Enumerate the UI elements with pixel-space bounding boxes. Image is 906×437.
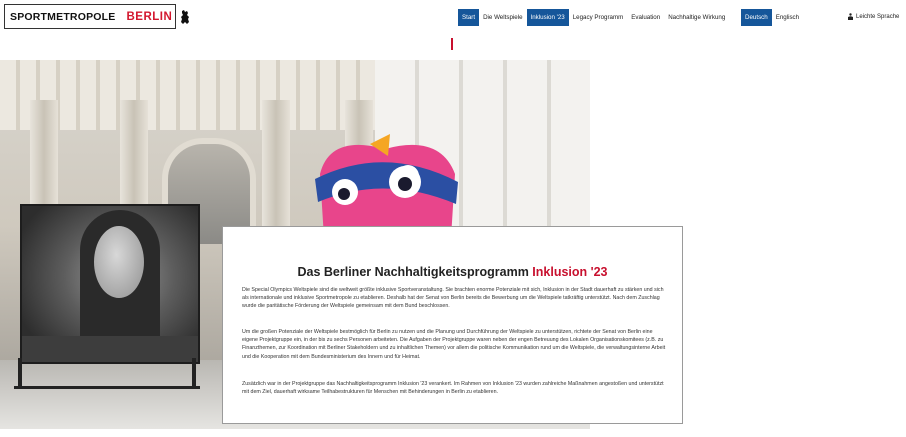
nav-nachhaltige-wirkung[interactable]: Nachhaltige Wirkung: [668, 14, 726, 21]
nav-evaluation[interactable]: Evaluation: [631, 14, 661, 21]
stand-leg: [192, 358, 196, 388]
nav-die-weltspiele[interactable]: Die Weltspiele: [483, 14, 523, 21]
portrait-display-panel: [20, 204, 200, 364]
section-marker: [451, 38, 453, 50]
easy-language-icon: [847, 13, 854, 20]
page-title: [223, 265, 682, 279]
language-switch: [741, 9, 803, 26]
intro-card: [222, 226, 683, 424]
logo-city: BERLIN: [126, 10, 173, 23]
nav-start[interactable]: Start: [458, 9, 479, 26]
intro-paragraph-2: Um die großen Potenziale der Weltspiele bestmöglich für Berlin zu nutzen und die Planung und Durchführung der Weltspiele zu unterstützen, richtete der Senat von Berlin eine eigene Projektgruppe ein, in der bis zu sechs Personen arbeiteten. Die Aufgaben der Projektgruppe waren neben der engen Betreuung des Lokalen Organisationskomitees (z.B. zu Finanzthemen, zur Koordination mit Berliner Stakeholdern und zu inhaltlichen Themen) vor allem die politische Kommunikation rund um die Weltspiele, die verwaltungsinterne Arbeit und die Kooperation mit dem Bundesministerium des Innern und für Heimat.: [242, 329, 666, 360]
intro-paragraph-1: Die Special Olympics Weltspiele sind die weltweit größte inklusive Sportveranstaltung. Sie brachten enorme Potenziale mit sich, Inklusion in der Stadt dauerhaft zu stärken und sich als internationale und inklusive Sportmetropole zu etablieren. Deshalb hat der Senat von Berlin bereits die Bewerbung um die Weltspiele tatkräftig unterstützt. Nach dem Zuschlag wurde die paritätische Förderung der Weltspiele gemeinsam mit dem Bund beschlossen.: [242, 287, 664, 310]
title-main: Das Berliner Nachhaltigkeitsprogramm: [297, 265, 529, 279]
portrait-caption-strip: [22, 336, 198, 362]
stand-leg: [18, 358, 22, 388]
berlin-bear-icon: [179, 7, 191, 26]
title-accent: Inklusion '23: [532, 265, 608, 279]
lang-englisch[interactable]: Englisch: [775, 14, 800, 21]
nav-legacy-programm[interactable]: Legacy Programm: [572, 14, 624, 21]
easy-language-link[interactable]: [847, 13, 899, 20]
nav-inklusion-23[interactable]: Inklusion '23: [527, 9, 569, 26]
easy-language-label: Leichte Sprache: [856, 13, 900, 20]
stand-base: [14, 386, 200, 389]
site-logo[interactable]: [4, 4, 176, 29]
lang-deutsch[interactable]: Deutsch: [741, 9, 772, 26]
logo-text: SPORTMETROPOLE: [10, 10, 116, 23]
intro-paragraph-3: Zusätzlich war in der Projektgruppe das Nachhaltigkeitsprogramm Inklusion '23 verankert. Im Rahmen von Inklusion '23 wurden zahlreiche Maßnahmen angestoßen und unterstützt mit dem Ziel, dauerhaft wirksame Teilhabestrukturen für Menschen mit Behinderungen in Berlin zu etablieren.: [242, 381, 664, 396]
portrait-face: [94, 226, 144, 298]
main-nav: [458, 9, 729, 26]
